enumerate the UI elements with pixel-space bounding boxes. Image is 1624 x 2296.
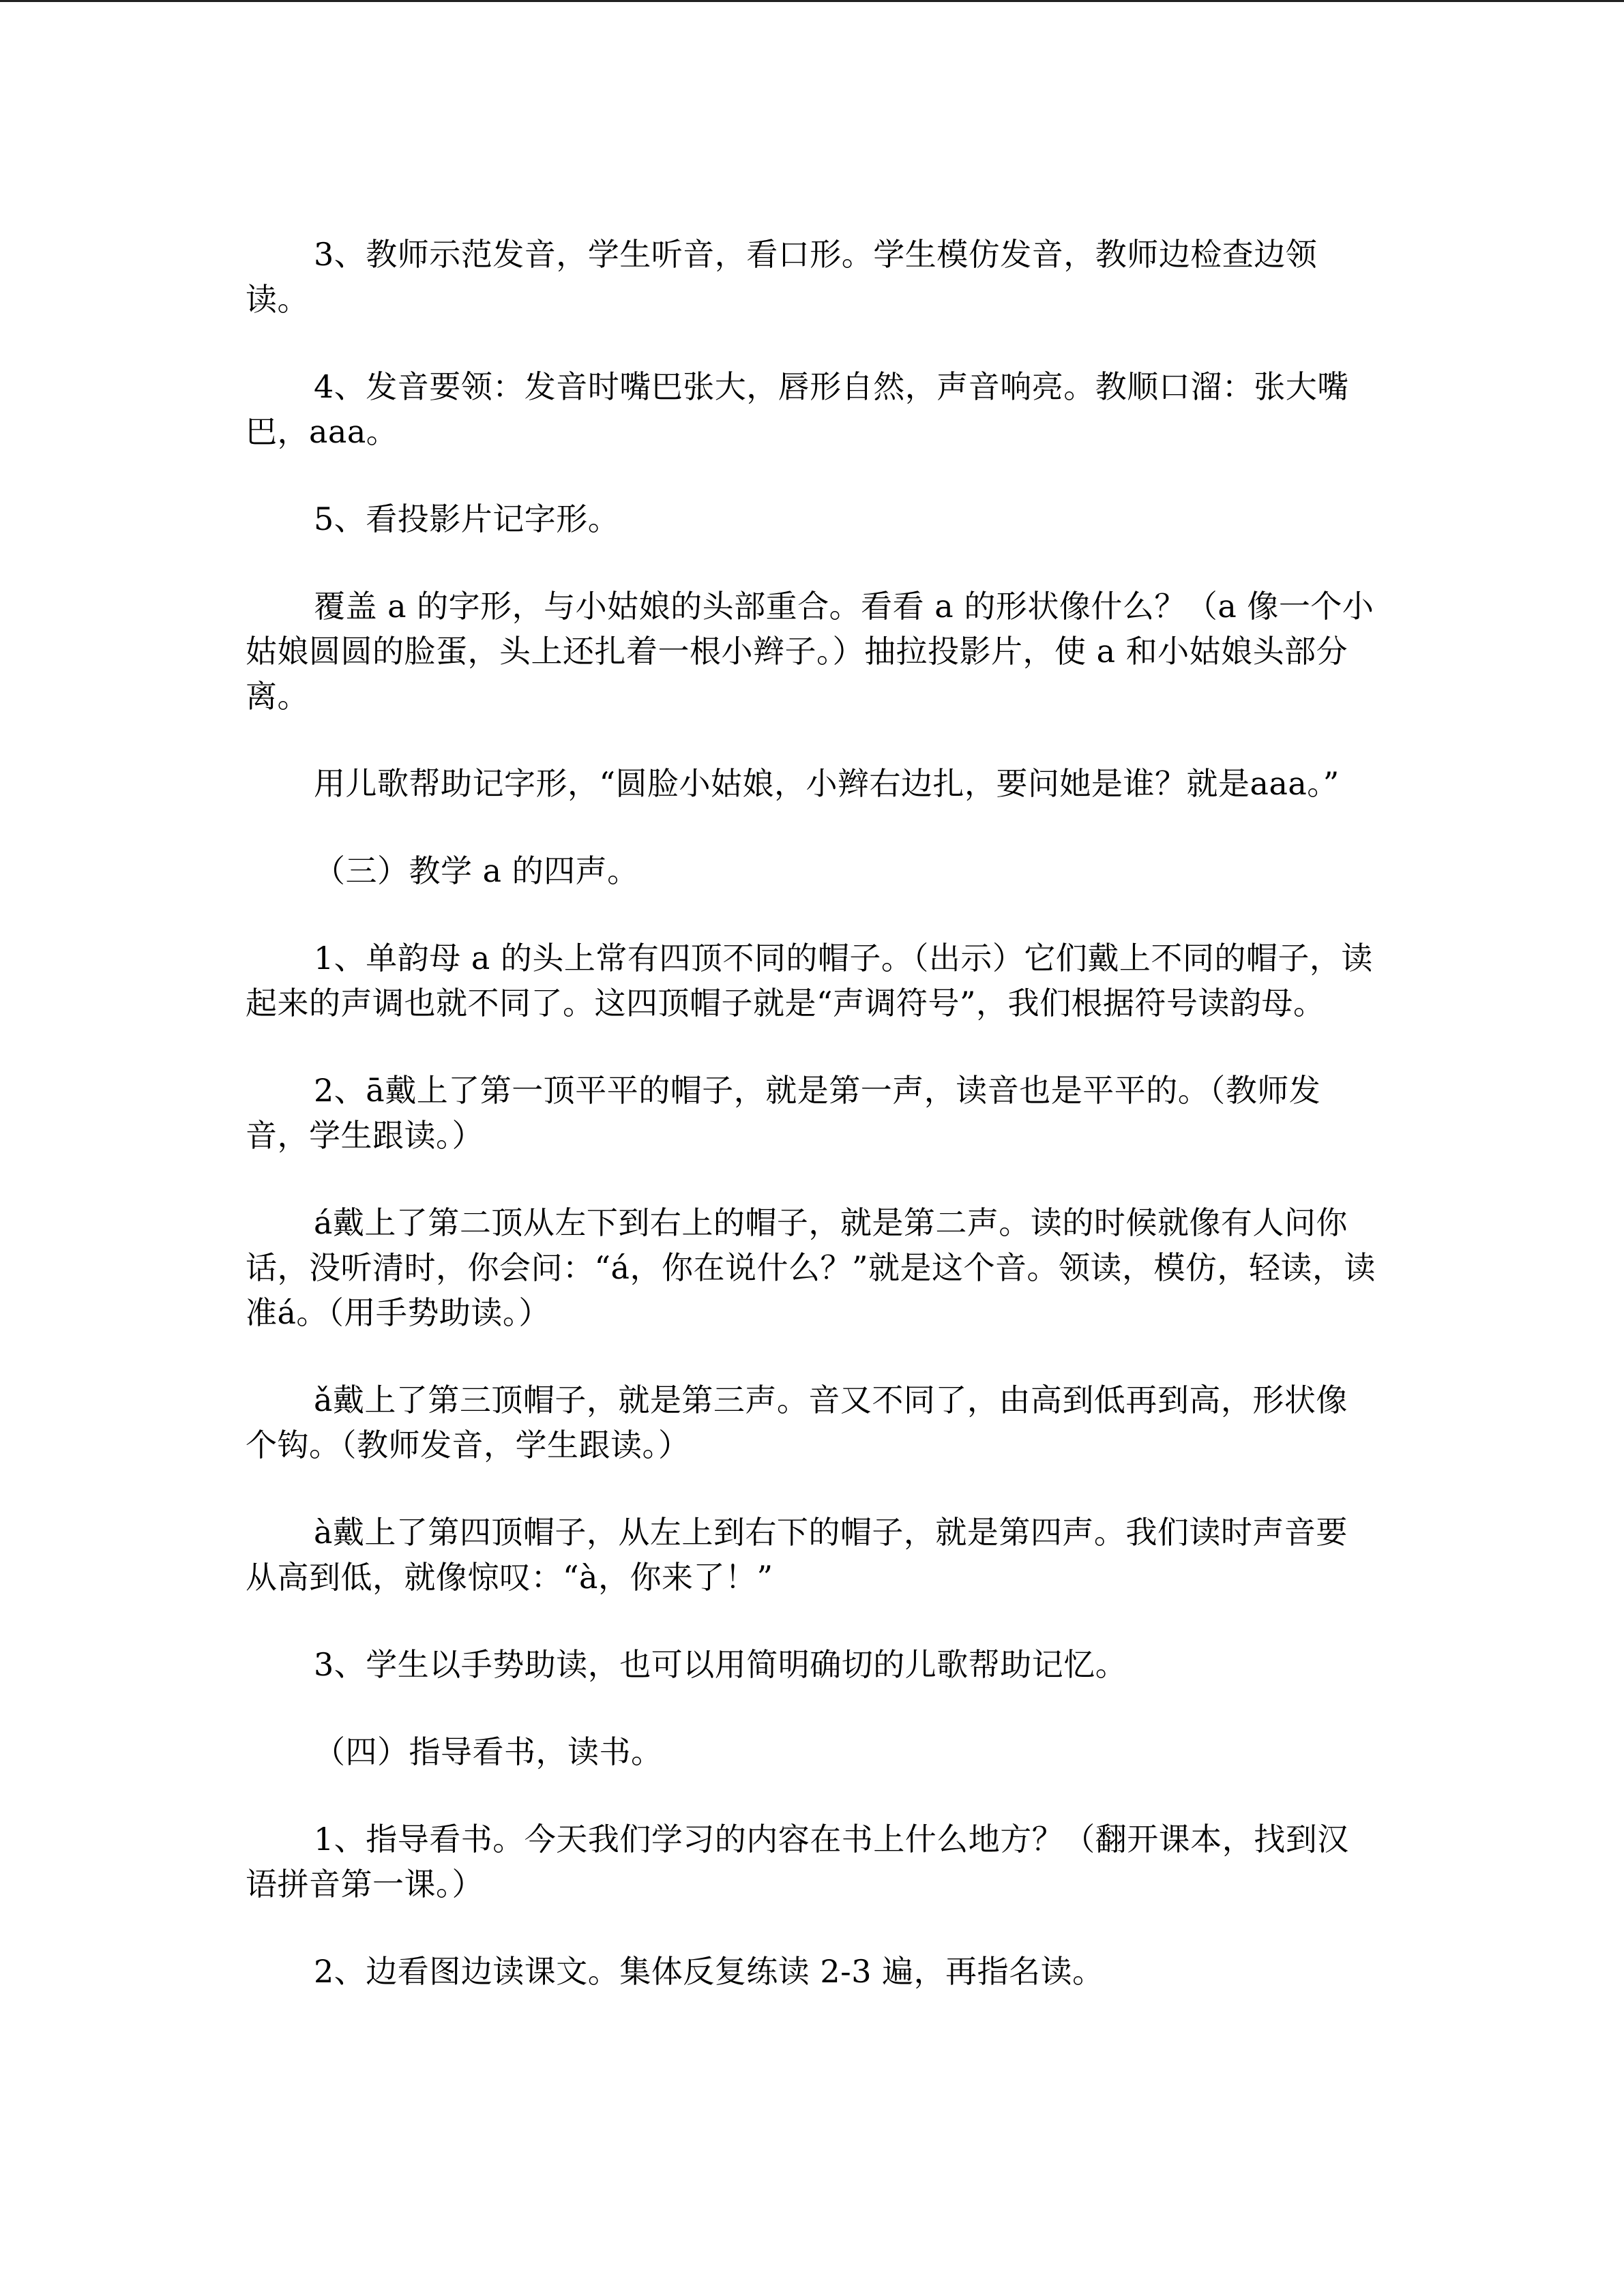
paragraph-guide-book: 1、指导看书。今天我们学习的内容在书上什么地方？（翻开课本，找到汉语拼音第一课。） (246, 1821, 1349, 1903)
paragraph-tone-fourth: à戴上了第四顶帽子，从左上到右下的帽子，就是第四声。我们读时声音要从高到低，就像惊叹：“à，你来了！” (246, 1514, 1348, 1596)
paragraph-nursery-rhyme: 用儿歌帮助记字形，“圆脸小姑娘，小辫右边扎，要问她是谁？就是aaa。” (314, 765, 1340, 802)
paragraph-step-3: 3、教师示范发音，学生听音，看口形。学生模仿发音，教师边检查边领读。 (246, 236, 1318, 318)
paragraph-tone-second: á戴上了第二顶从左下到右上的帽子，就是第二声。读的时候就像有人问你话，没听清时，你会问：“á，你在说什么？”就是这个音。领读，模仿，轻读，读准á。（用手势助读。） (246, 1204, 1376, 1331)
section-heading-three: （三）教学 a 的四声。 (314, 852, 639, 889)
paragraph-gesture-reading: 3、学生以手势助读，也可以用简明确切的儿歌帮助记忆。 (314, 1646, 1127, 1683)
paragraph-step-5: 5、看投影片记字形。 (314, 501, 620, 537)
paragraph-step-4: 4、发音要领：发音时嘴巴张大，唇形自然，声音响亮。教顺口溜：张大嘴巴，aaa。 (246, 368, 1349, 450)
section-heading-four: （四）指导看书，读书。 (314, 1733, 663, 1770)
paragraph-tone-first: 2、ā戴上了第一顶平平的帽子，就是第一声，读音也是平平的。（教师发音，学生跟读。） (246, 1072, 1321, 1154)
paragraph-read-text: 2、边看图边读课文。集体反复练读 2-3 遍，再指名读。 (314, 1953, 1104, 1990)
paragraph-projector: 覆盖 a 的字形，与小姑娘的头部重合。看看 a 的形状像什么？（a 像一个小姑娘圆圆的脸蛋，头上还扎着一根小辫子。）抽拉投影片，使 a 和小姑娘头部分离。 (246, 588, 1374, 715)
page-top-border (0, 0, 1624, 2)
paragraph-tone-third: ǎ戴上了第三顶帽子，就是第三声。音又不同了，由高到低再到高，形状像个钩。（教师发音，学生跟读。） (246, 1382, 1348, 1463)
document-page (246, 232, 1378, 2036)
paragraph-four-tones-1: 1、单韵母 a 的头上常有四顶不同的帽子。（出示）它们戴上不同的帽子，读起来的声调也就不同了。这四顶帽子就是“声调符号”，我们根据符号读韵母。 (246, 940, 1373, 1022)
